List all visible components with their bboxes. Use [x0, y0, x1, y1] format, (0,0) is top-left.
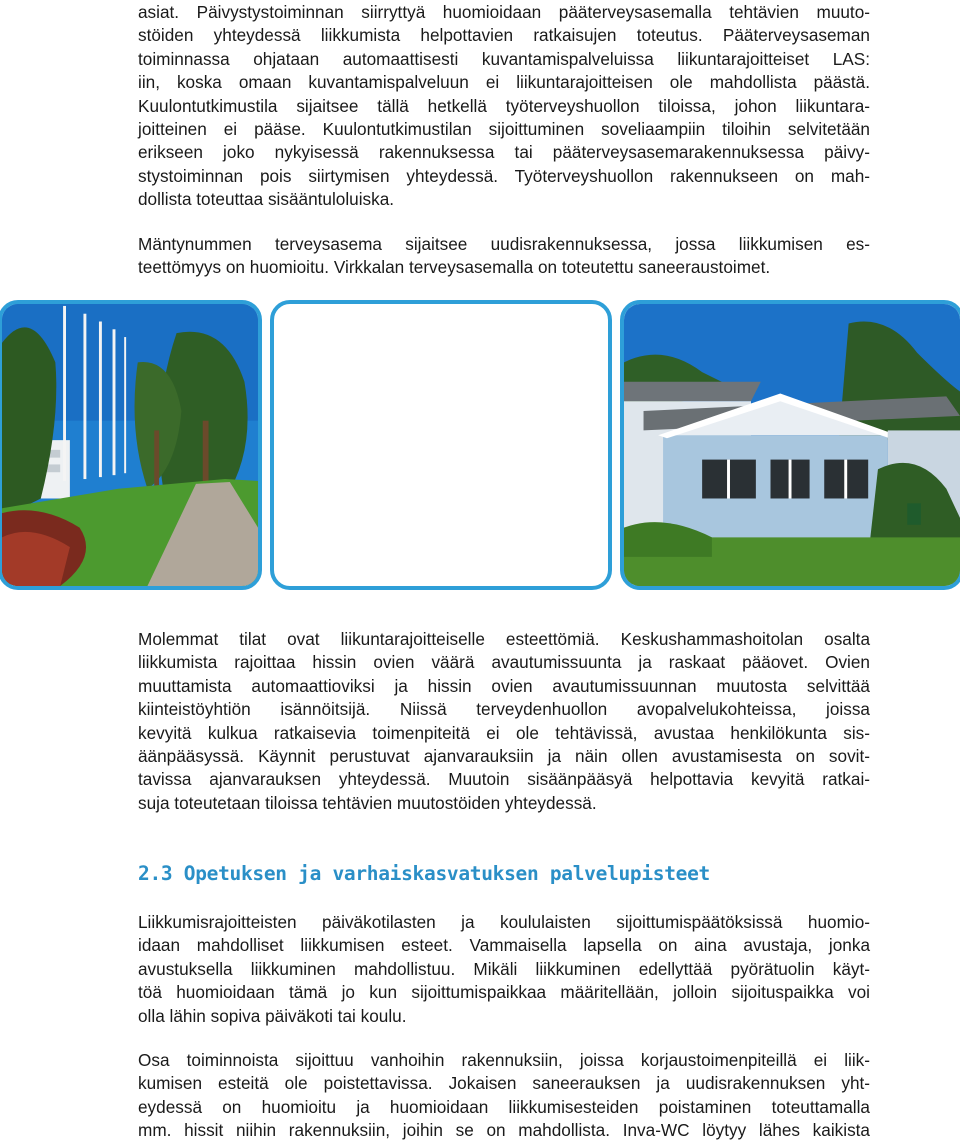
text-line: asiat. Päivystystoiminnan siirryttyä huomioidaan pääterveysasemalla tehtävien muuto- — [138, 2, 870, 22]
photo-blank — [270, 300, 612, 590]
text-line: liikkumista rajoittaa hissin ovien väärä avautumissuunta ja raskaat pääovet. Ovien — [138, 652, 870, 673]
paragraph-1 — [138, 1, 870, 212]
text-line: avustuksella liikkuminen mahdollistuu. Mikäli liikkuminen edellyttää pyörätuolin käyt- — [138, 958, 870, 979]
paragraph-4 — [138, 911, 870, 1028]
text-line: idaan mahdolliset liikkumisen esteet. Vammaisella lapsella on aina avustaja, jonka — [138, 935, 870, 956]
text-line: kumisen esteitä ole poistettavissa. Jokaisen saneerauksen ja uudisrakennuksen yht- — [138, 1073, 870, 1094]
text-line: Molemmat tilat ovat liikuntarajoitteiselle esteettömiä. Keskushammashoitolan osalta — [138, 629, 870, 649]
text-line: stöiden yhteydessä liikkumista helpottavien ratkaisujen toteutus. Pääterveysaseman — [138, 25, 870, 46]
photo-tree-lined-path — [0, 300, 262, 590]
text-line: stystoiminnan pois siirtymisen yhteydessä. Työterveyshuollon rakennukseen on mah- — [138, 165, 870, 186]
text-line: erikseen joko nykyisessä rakennuksessa tai pääterveysasemarakennuksessa päivy- — [138, 142, 870, 163]
text-line: Liikkumisrajoitteisten päiväkotilasten ja koululaisten sijoittumispäätöksissä huomio- — [138, 912, 870, 932]
text-line: kiinteistöyhtiön isännöitsijä. Niissä terveydenhuollon avopalvelukohteissa, joissa — [138, 699, 870, 720]
text-line: mm. hissit niihin rakennuksiin, joihin se on mahdollista. Inva-WC löytyy lähes kaikista — [138, 1120, 870, 1141]
text-line: suja toteutetaan tiloissa tehtävien muutostöiden yhteydessä. — [138, 792, 597, 813]
photo-health-station-building — [620, 300, 960, 590]
paragraph-3 — [138, 628, 870, 815]
text-line: olla lähin sopiva päiväkoti tai koulu. — [138, 1005, 407, 1026]
text-line: Mäntynummen terveysasema sijaitsee uudisrakennuksessa, jossa liikkumisen es- — [138, 234, 870, 254]
paragraph-2 — [138, 233, 870, 280]
text-line: toiminnassa ohjataan automaattisesti kuvantamispalveluissa liikuntarajoitteiset LAS: — [138, 48, 870, 69]
text-line: äänpääsyssä. Käynnit perustuvat ajanvarauksiin ja näin ollen avustamisesta on sovit- — [138, 746, 870, 767]
text-line: teettömyys on huomioitu. Virkkalan terveysasemalla on toteutettu saneeraustoimet. — [138, 257, 771, 278]
text-line: tavissa ajanvarauksen yhteydessä. Muutoin sisäänpääsyä helpottavia kevyitä ratkai- — [138, 769, 870, 790]
text-line: töä huomioidaan tämä jo kun sijoittumispaikkaa määritellään, jolloin sijoituspaikka voi — [138, 982, 870, 1003]
text-line: muuttamista automaattioviksi ja hissin ovien avautumissuunnan muutosta selvittää — [138, 675, 870, 696]
text-line: kevyitä kulkua ratkaisevia toimenpiteitä ei ole tehtävissä, avustaa henkilökunta sis- — [138, 722, 870, 743]
text-line: joitteinen ei pääse. Kuulontutkimustilan sijoittuminen soveliaampiin tiloihin selvitetään — [138, 119, 870, 140]
text-line: Kuulontutkimustila sijaitsee tällä hetkellä työterveyshuollon tiloissa, johon liikuntara- — [138, 95, 870, 116]
text-line: eydessä on huomioitu ja huomioidaan liikkumisesteiden poistaminen toteuttamalla — [138, 1096, 870, 1117]
text-line: iin, koska omaan kuvantamispalveluun ei liikuntarajoitteisen ole mahdollista päästä. — [138, 72, 870, 93]
text-line: Osa toiminnoista sijoittuu vanhoihin rakennuksiin, joissa korjaustoimenpiteillä ei liik- — [138, 1050, 870, 1070]
section-heading: 2.3 Opetuksen ja varhaiskasvatuksen palvelupisteet — [138, 862, 711, 885]
paragraph-5 — [138, 1049, 870, 1143]
text-line: dollista toteuttaa sisääntuloluiska. — [138, 189, 395, 210]
